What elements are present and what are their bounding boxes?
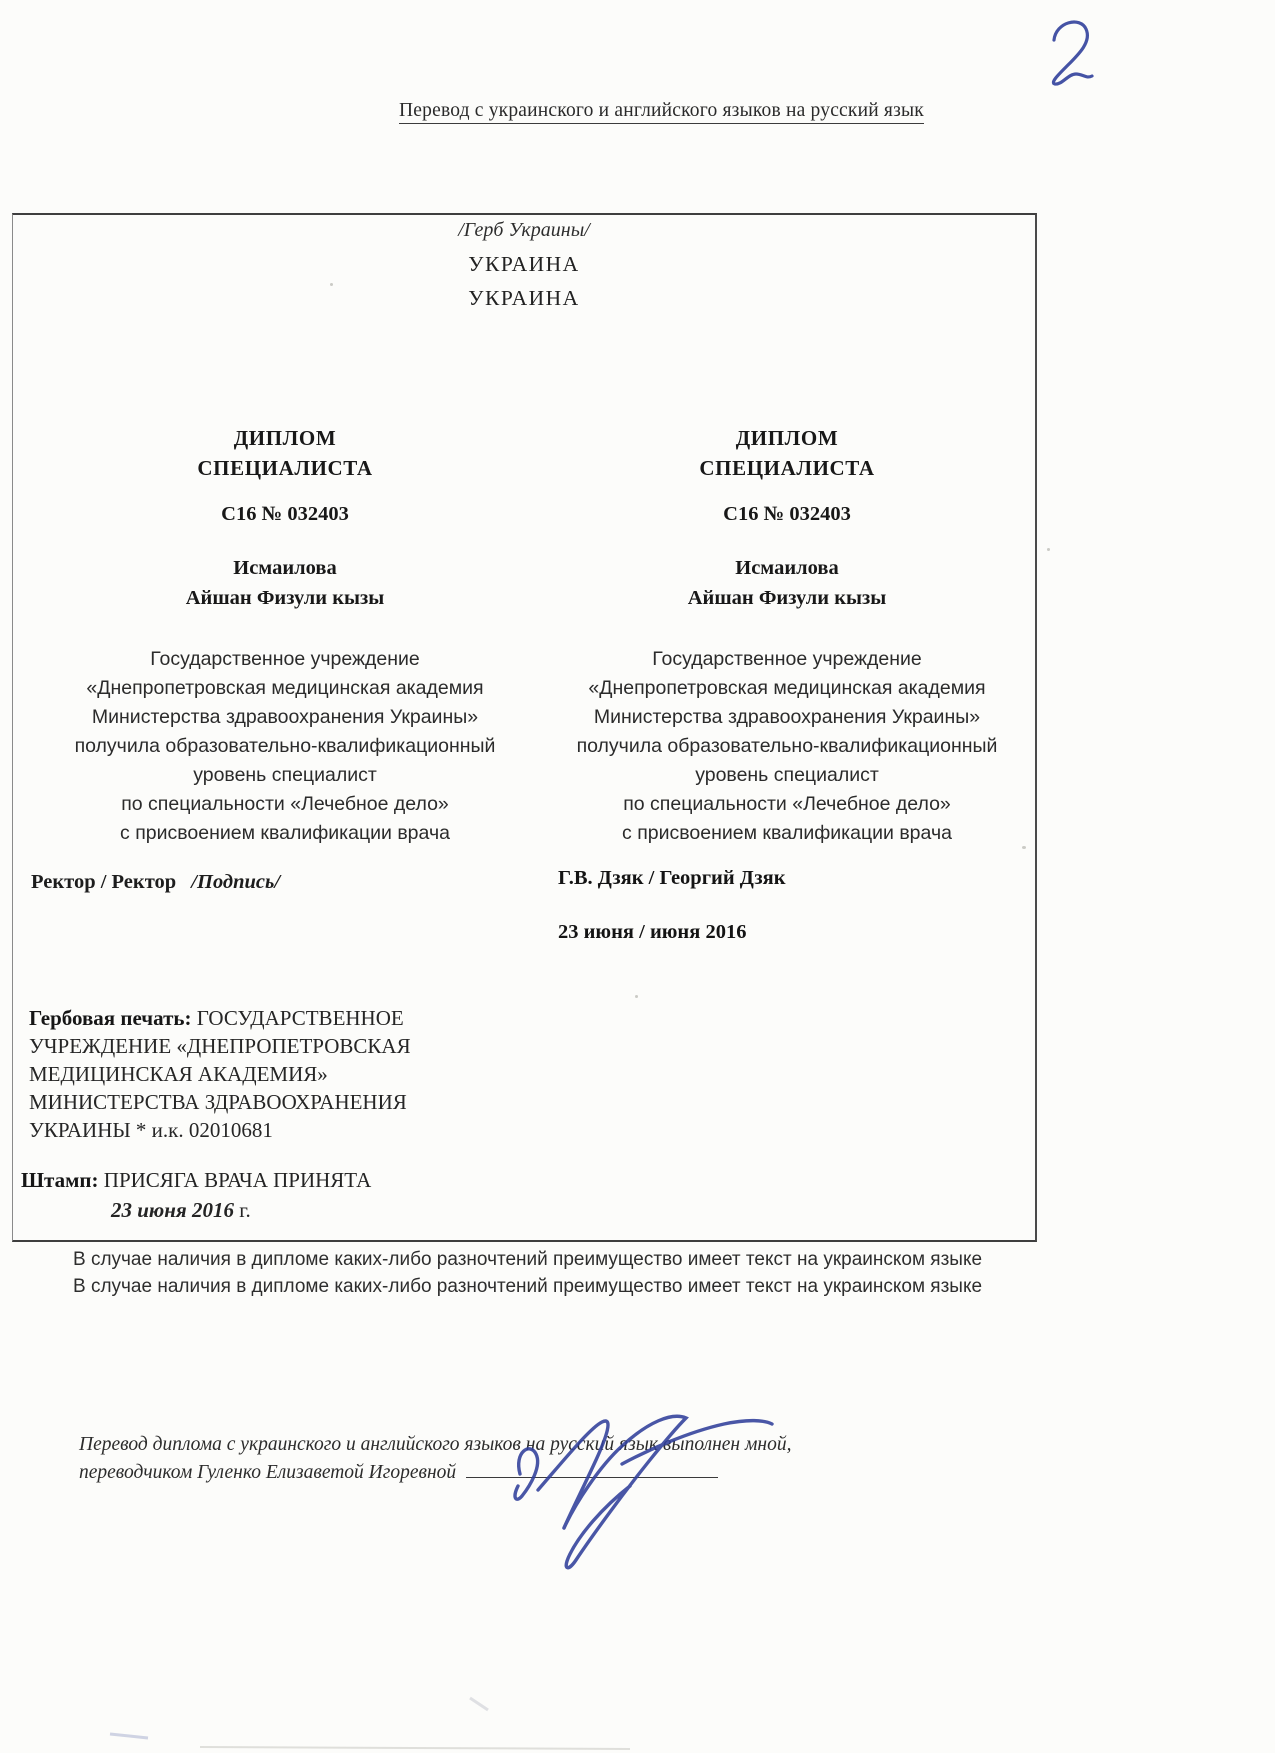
body-line: с присвоением квалификации врача	[622, 822, 952, 844]
seal-transcription	[29, 1004, 469, 1144]
certificate-box	[12, 213, 1037, 1242]
body-line: Государственное учреждение	[150, 648, 420, 670]
country-name-line2: УКРАИНА	[468, 286, 580, 310]
stamp-text-line	[21, 1165, 371, 1195]
holder-givenname-left: Айшан Физули кызы	[185, 587, 385, 609]
stamp-date-suffix: г.	[234, 1198, 251, 1222]
diploma-body-right	[547, 645, 1027, 848]
scan-artifacts	[70, 1690, 710, 1750]
diploma-title-left	[45, 423, 525, 483]
scan-speck	[1047, 548, 1050, 551]
body-line: уровень специалист	[193, 764, 377, 786]
seal-text-line5: УКРАИНЫ * и.к. 02010681	[29, 1118, 273, 1142]
body-line: получила образовательно-квалификационный	[74, 735, 496, 757]
holder-givenname-right: Айшан Физули кызы	[687, 587, 887, 609]
scan-speck	[635, 995, 638, 998]
stamp-date: 23 июня 2016	[111, 1198, 234, 1222]
stamp-label: Штамп:	[21, 1168, 99, 1192]
translation-direction-title	[0, 100, 1275, 122]
translator-line1: Перевод диплома с украинского и английского языков на русский язык выполнен мной,	[79, 1434, 792, 1455]
body-line: «Днепропетровская медицинская академия	[588, 677, 986, 699]
disclaimer-line2: В случае наличия в дипломе каких-либо разночтений преимущество имеет текст на украинском языке	[73, 1275, 983, 1297]
diploma-number-right: С16 № 032403	[723, 503, 851, 525]
diploma-title-right-line2: СПЕЦИАЛИСТА	[699, 456, 875, 480]
body-line: Государственное учреждение	[652, 648, 922, 670]
seal-text-line3: МЕДИЦИНСКАЯ АКАДЕМИЯ»	[29, 1062, 328, 1086]
diploma-body-left	[45, 645, 525, 848]
seal-label: Гербовая печать:	[29, 1006, 192, 1030]
rector-signature-note: /Подпись/	[191, 871, 281, 893]
translator-signature	[472, 1402, 812, 1582]
scan-speck	[1022, 846, 1026, 849]
scan-speck	[330, 283, 333, 286]
diploma-holder-right	[547, 553, 1027, 613]
disclaimer-line1: В случае наличия в дипломе каких-либо разночтений преимущество имеет текст на украинском языке	[73, 1249, 983, 1270]
diploma-number-left: С16 № 032403	[221, 503, 349, 525]
holder-surname-left: Исмаилова	[233, 557, 337, 579]
body-line: с присвоением квалификации врача	[120, 822, 450, 844]
disclaimer-note	[73, 1247, 1173, 1300]
stamp-date-line	[21, 1195, 371, 1225]
body-line: по специальности «Лечебное дело»	[121, 793, 449, 815]
body-line: Министерства здравоохранения Украины»	[91, 706, 479, 728]
body-line: уровень специалист	[695, 764, 879, 786]
seal-text-line1: ГОСУДАРСТВЕННОЕ	[191, 1006, 404, 1030]
body-line: «Днепропетровская медицинская академия	[86, 677, 484, 699]
diploma-title-left-line1: ДИПЛОМ	[233, 426, 337, 450]
handwritten-page-number	[1038, 10, 1110, 94]
diploma-title-right-line1: ДИПЛОМ	[735, 426, 839, 450]
issue-date: 23 июня / июня 2016	[558, 921, 747, 943]
rector-signature-line	[31, 871, 280, 894]
rector-label: Ректор / Ректор	[31, 871, 177, 893]
stamp-transcription	[21, 1165, 371, 1225]
body-line: Министерства здравоохранения Украины»	[593, 706, 981, 728]
diploma-title-right	[547, 423, 1027, 483]
seal-text-line4: МИНИСТЕРСТВА ЗДРАВООХРАНЕНИЯ	[29, 1090, 407, 1114]
stamp-text: ПРИСЯГА ВРАЧА ПРИНЯТА	[98, 1168, 372, 1192]
seal-text-line2: УЧРЕЖДЕНИЕ «ДНЕПРОПЕТРОВСКАЯ	[29, 1034, 411, 1058]
diploma-holder-left	[45, 553, 525, 613]
emblem-note: /Герб Украины/	[458, 219, 590, 241]
translator-name-text: переводчиком Гуленко Елизаветой Игоревной	[79, 1461, 457, 1483]
rector-name: Г.В. Дзяк / Георгий Дзяк	[558, 867, 786, 889]
country-name-line1: УКРАИНА	[468, 252, 580, 276]
diploma-title-left-line2: СПЕЦИАЛИСТА	[197, 456, 373, 480]
holder-surname-right: Исмаилова	[735, 557, 839, 579]
body-line: по специальности «Лечебное дело»	[623, 793, 951, 815]
translation-direction-text: Перевод с украинского и английского языков на русский язык	[399, 100, 924, 124]
body-line: получила образовательно-квалификационный	[576, 735, 998, 757]
